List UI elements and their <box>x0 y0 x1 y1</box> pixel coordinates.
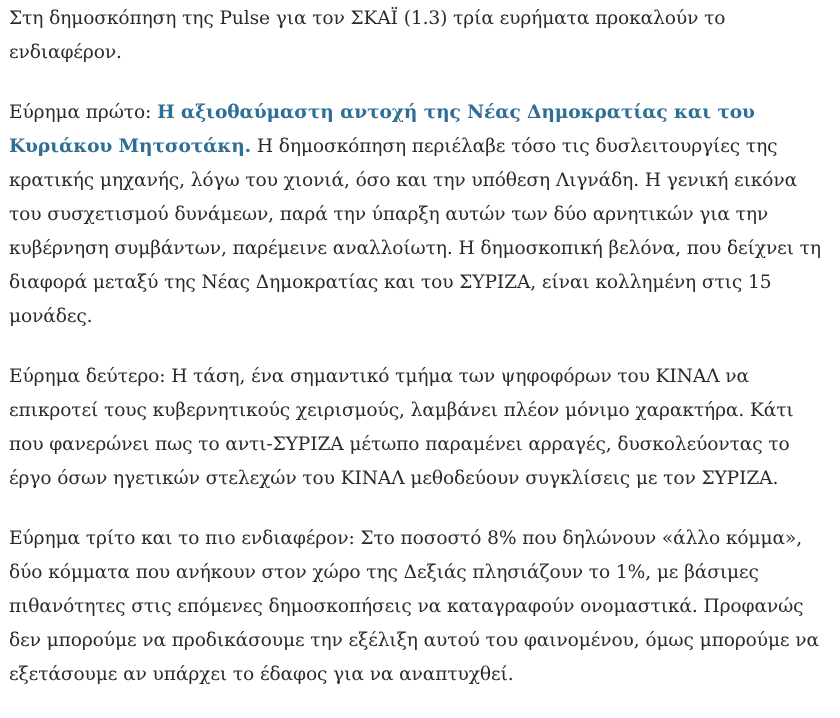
finding-one-text: Η δημοσκόπηση περιέλαβε τόσο τις δυσλειτουργίες της κρατικής μηχανής, λόγω του χιονιά, όσο και την υπόθεση Λιγνάδη. Η γενική εικόνα του συσχετισμού δυνάμεων, παρά την ύπαρξη αυτών των δύο αρνητικών για την κυβέρνηση συμβάντων, παρέμεινε αναλλοίωτη. Η δημοσκοπική βελόνα, που δείχνει τη διαφορά μεταξύ της Νέας Δημοκρατίας και του ΣΥΡΙΖΑ, είναι κολλημένη στις 15 μονάδες. <box>9 136 821 327</box>
article-body <box>9 0 831 718</box>
finding-one-paragraph <box>9 96 831 334</box>
intro-paragraph: Στη δημοσκόπηση της Pulse για τον ΣΚΑΪ (1.3) τρία ευρήματα προκαλούν το ενδιαφέρον. <box>9 8 726 63</box>
finding-one-prefix: Εύρημα πρώτο: <box>9 102 158 123</box>
finding-one-highlight-link[interactable]: Η αξιοθαύμαστη αντοχή της Νέας Δημοκρατίας και του Κυριάκου Μητσοτάκη. <box>9 102 755 157</box>
finding-three-paragraph: Εύρημα τρίτο και το πιο ενδιαφέρον: Στο ποσοστό 8% που δηλώνουν «άλλο κόμμα», δύο κόμματα που ανήκουν στον χώρο της Δεξιάς πλησιάζουν το 1%, με βάσιμες πιθανότητες στις επόμενες δημοσκοπήσεις να καταγραφούν ονομαστικά. Προφανώς δεν μπορούμε να προδικάσουμε την εξέλιξη αυτού του φαινομένου, όμως μπορούμε να εξετάσουμε αν υπάρχει το έδαφος για να αναπτυχθεί. <box>9 528 819 685</box>
finding-two-paragraph: Εύρημα δεύτερο: Η τάση, ένα σημαντικό τμήμα των ψηφοφόρων του ΚΙΝΑΛ να επικροτεί τους κυβερνητικούς χειρισμούς, λαμβάνει πλέον μόνιμο χαρακτήρα. Κάτι που φανερώνει πως το αντι-ΣΥΡΙΖΑ μέτωπο παραμένει αρραγές, δυσκολεύοντας το έργο όσων ηγετικών στελεχών του ΚΙΝΑΛ μεθοδεύουν συγκλίσεις με τον ΣΥΡΙΖΑ. <box>9 366 794 489</box>
